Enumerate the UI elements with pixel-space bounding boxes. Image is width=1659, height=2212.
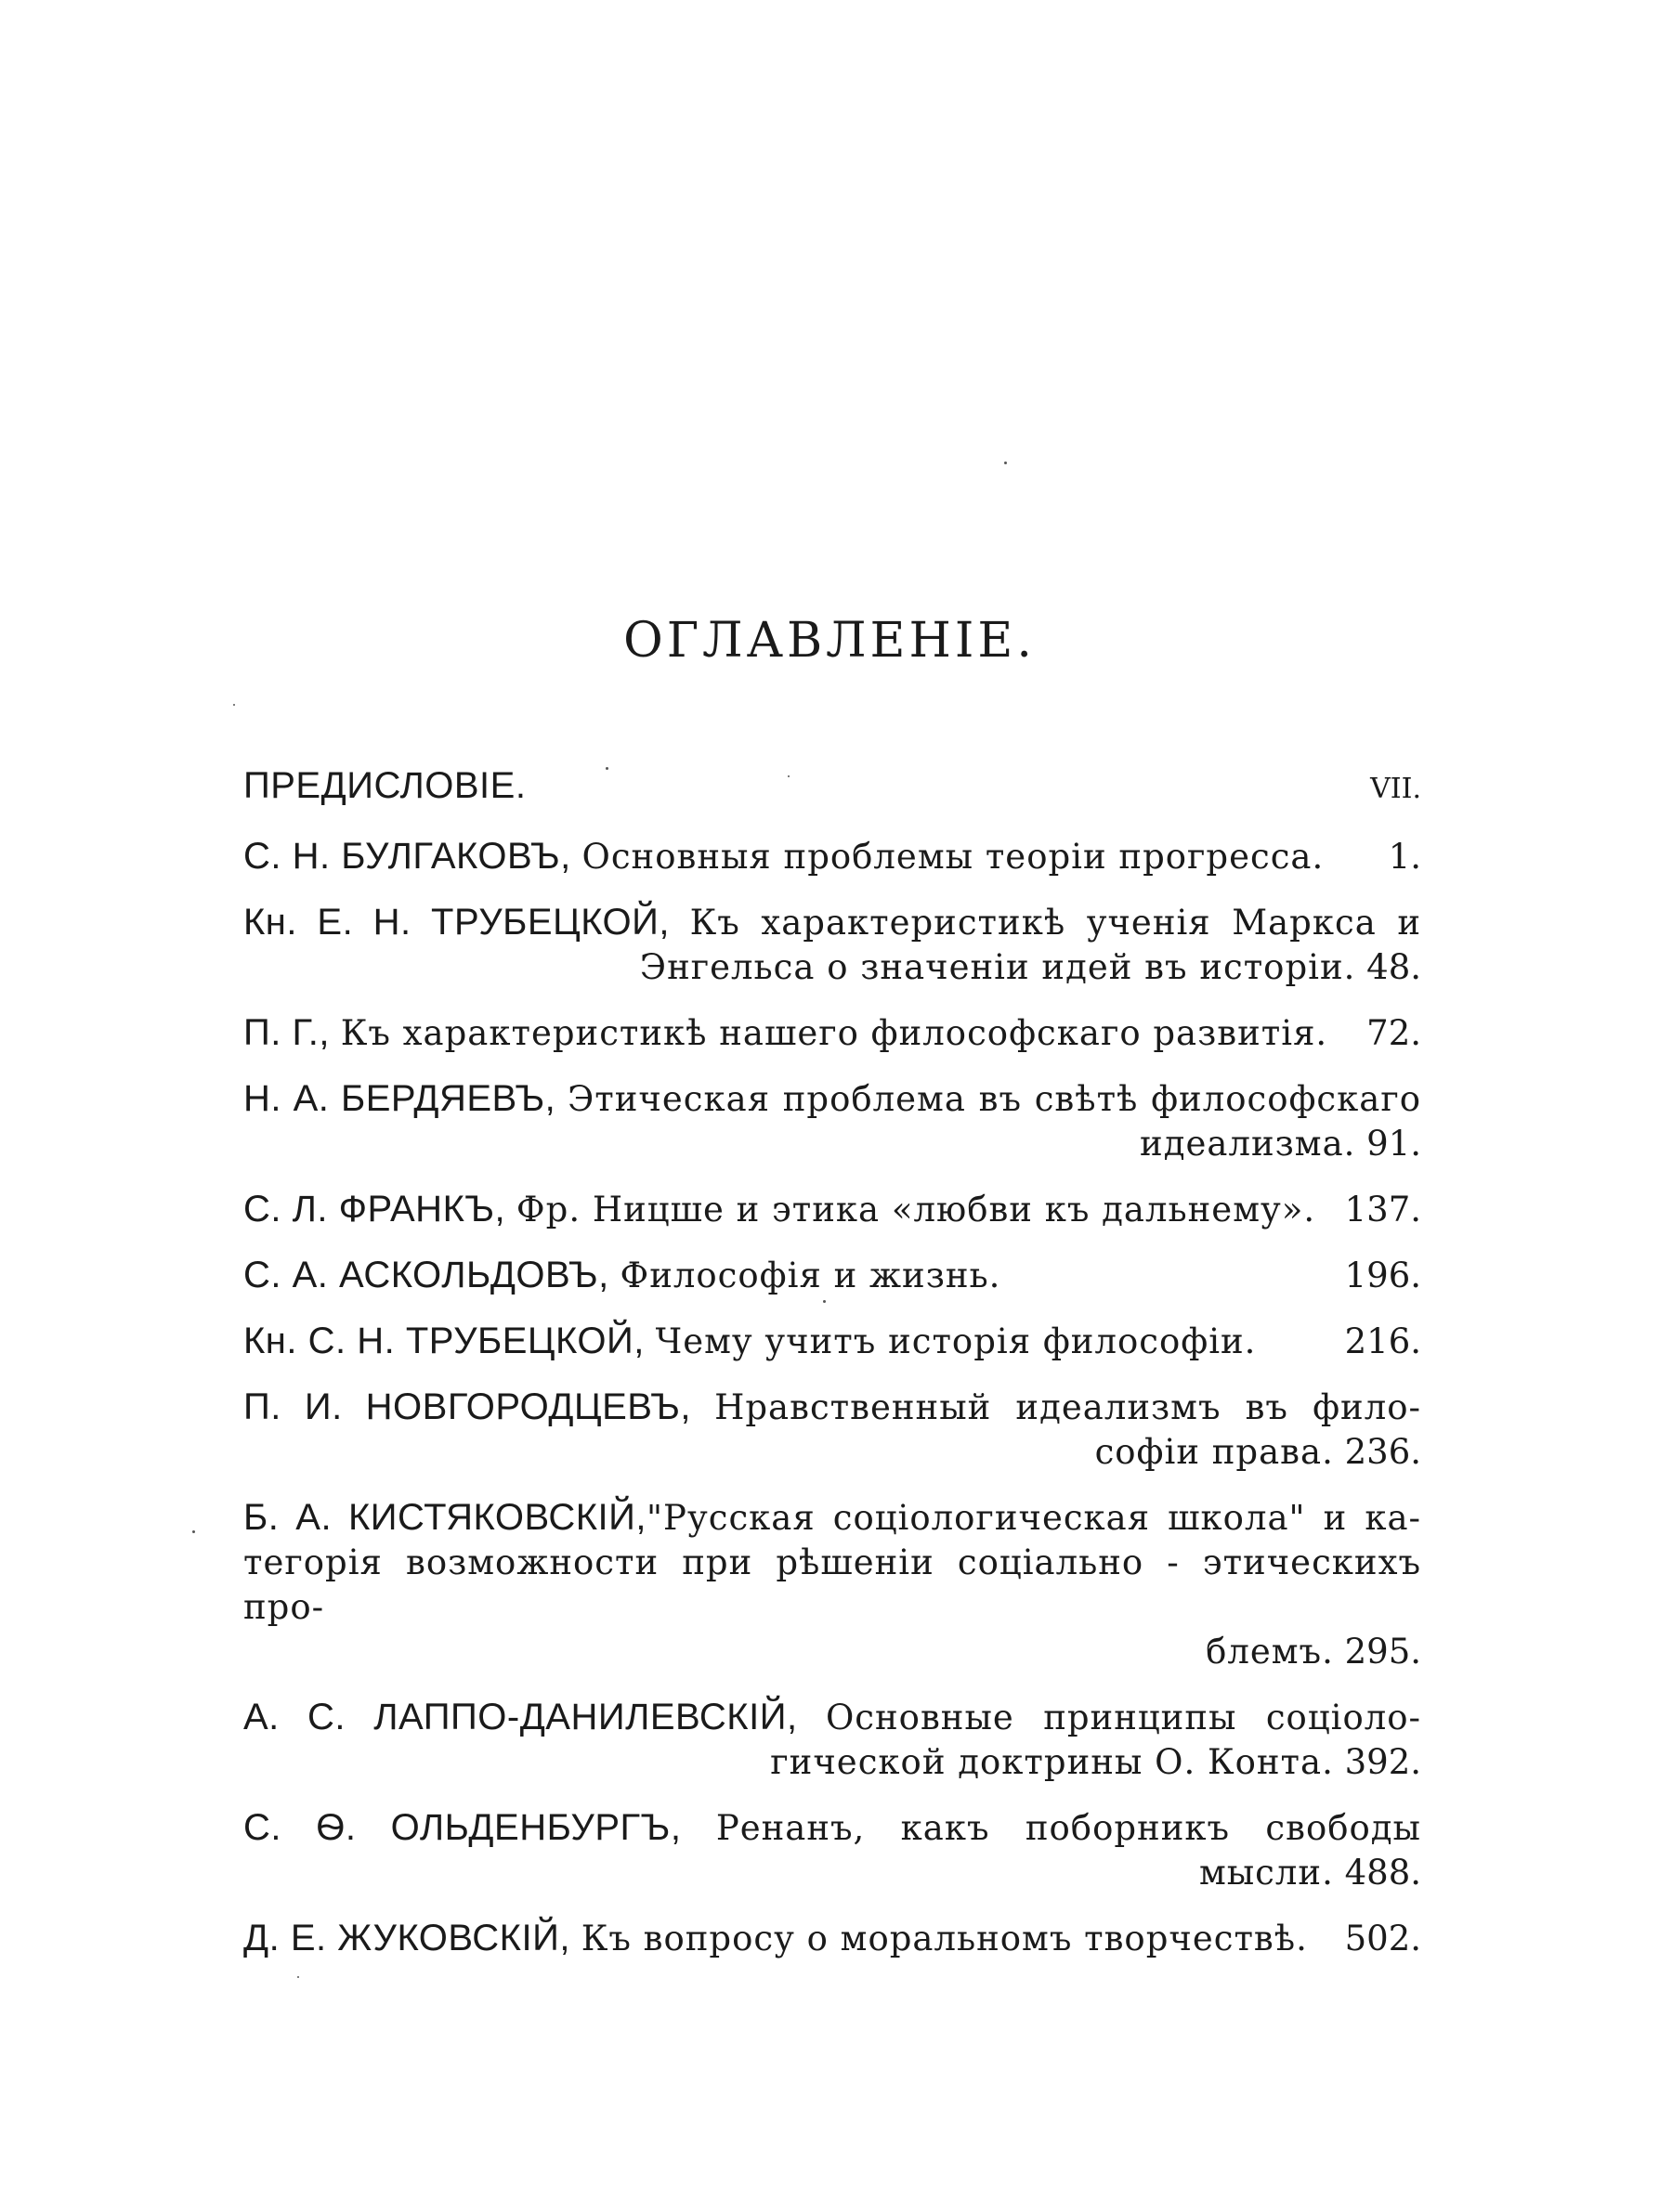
toc-page-number: 295. xyxy=(1344,1632,1421,1672)
toc-entry xyxy=(243,1187,1421,1232)
toc-entry xyxy=(243,1805,1421,1895)
toc-work-title: Фр. Ницше и этика «любви къ дальнему». xyxy=(516,1190,1316,1230)
toc-page-number: 502. xyxy=(1344,1919,1421,1958)
toc-entry xyxy=(243,1076,1421,1166)
table-of-contents xyxy=(243,763,1421,1982)
toc-work-title-cont: мысли. xyxy=(1198,1853,1334,1893)
toc-author: С. Ѳ. ОЛЬДЕНБУРГЪ, xyxy=(243,1807,682,1848)
scan-speck xyxy=(788,775,790,777)
toc-author: Кн. С. Н. ТРУБЕЦКОЙ, xyxy=(243,1321,645,1361)
toc-entry xyxy=(243,834,1421,879)
toc-entry-preface xyxy=(243,763,1421,812)
toc-work-title: Основные принципы соцiоло- xyxy=(825,1698,1422,1737)
toc-entry xyxy=(243,1319,1421,1364)
toc-work-title: Чему учитъ исторiя философiи. xyxy=(655,1321,1257,1361)
toc-page-number: 91. xyxy=(1366,1124,1421,1164)
toc-work-title: Нравственный идеализмъ въ фило- xyxy=(714,1387,1421,1427)
toc-author: Д. Е. ЖУКОВСКIЙ, xyxy=(243,1918,570,1958)
toc-page-number: 236. xyxy=(1344,1432,1421,1472)
toc-entry xyxy=(243,1695,1421,1785)
toc-work-title: Этическая проблема въ свѣтѣ философскаго xyxy=(567,1079,1421,1119)
toc-author: Б. А. КИСТЯКОВСКIЙ, xyxy=(243,1497,647,1538)
scan-speck xyxy=(1004,462,1007,464)
toc-author: С. Л. ФРАНКЪ, xyxy=(243,1189,506,1230)
scan-speck xyxy=(233,704,235,706)
toc-entry xyxy=(243,1916,1421,1961)
toc-work-title-cont: тегорiя возможности при рѣшенiи соцiально - этическихъ про- xyxy=(243,1542,1421,1627)
toc-page-number: 488. xyxy=(1344,1853,1421,1893)
scan-speck xyxy=(823,1300,826,1303)
toc-page-number: 1. xyxy=(1388,837,1421,877)
toc-page-number: 48. xyxy=(1366,947,1421,987)
toc-work-title-cont: блемъ. xyxy=(1206,1632,1334,1672)
toc-page-number: VII. xyxy=(1370,773,1421,805)
toc-page-number: 72. xyxy=(1366,1013,1421,1053)
toc-work-title: Ренанъ, какъ поборникъ свободы xyxy=(715,1808,1422,1848)
page-title: ОГЛАВЛЕНIE. xyxy=(623,613,1036,669)
toc-entry xyxy=(243,1253,1421,1298)
toc-entry xyxy=(243,1010,1421,1056)
toc-work-title: Философiя и жизнь. xyxy=(620,1256,1001,1295)
toc-author: Кн. Е. Н. ТРУБЕЦКОЙ, xyxy=(243,902,671,943)
toc-page-number: 392. xyxy=(1344,1742,1421,1782)
toc-work-title: Къ характеристикѣ нашего философскаго развитiя. xyxy=(340,1013,1328,1053)
toc-work-title-cont: гической доктрины О. Конта. xyxy=(770,1742,1334,1782)
toc-author: Н. А. БЕРДЯЕВЪ, xyxy=(243,1078,556,1119)
toc-work-title: "Русская соцiологическая школа" и ка- xyxy=(647,1498,1422,1538)
toc-work-title-cont: идеализма. xyxy=(1140,1124,1356,1164)
toc-entry xyxy=(243,1495,1421,1674)
toc-author: П. Г., xyxy=(243,1012,330,1053)
toc-page-number: 216. xyxy=(1344,1321,1421,1361)
toc-work-title: Къ вопросу о моральномъ творчествѣ. xyxy=(581,1919,1308,1958)
toc-page-number: 196. xyxy=(1344,1256,1421,1295)
toc-author: С. А. АСКОЛЬДОВЪ, xyxy=(243,1255,609,1295)
toc-entry xyxy=(243,1385,1421,1475)
toc-author: А. С. ЛАППО-ДАНИЛЕВСКIЙ, xyxy=(243,1697,798,1737)
scan-speck xyxy=(606,767,608,770)
toc-author: ПРЕДИСЛОВIЕ. xyxy=(243,765,527,806)
toc-entry xyxy=(243,900,1421,990)
toc-work-title: Къ характеристикѣ ученiя Маркса и xyxy=(689,903,1421,943)
toc-page-number: 137. xyxy=(1344,1190,1421,1230)
scan-speck xyxy=(297,1976,299,1978)
scan-speck xyxy=(192,1530,195,1533)
toc-author: С. Н. БУЛГАКОВЪ, xyxy=(243,836,571,877)
toc-author: П. И. НОВГОРОДЦЕВЪ, xyxy=(243,1386,691,1427)
toc-work-title: Основныя проблемы теорiи прогресса. xyxy=(581,837,1325,877)
toc-work-title-cont: софiи права. xyxy=(1094,1432,1334,1472)
toc-work-title-cont: Энгельса о значенiи идей въ исторiи. xyxy=(639,947,1356,987)
